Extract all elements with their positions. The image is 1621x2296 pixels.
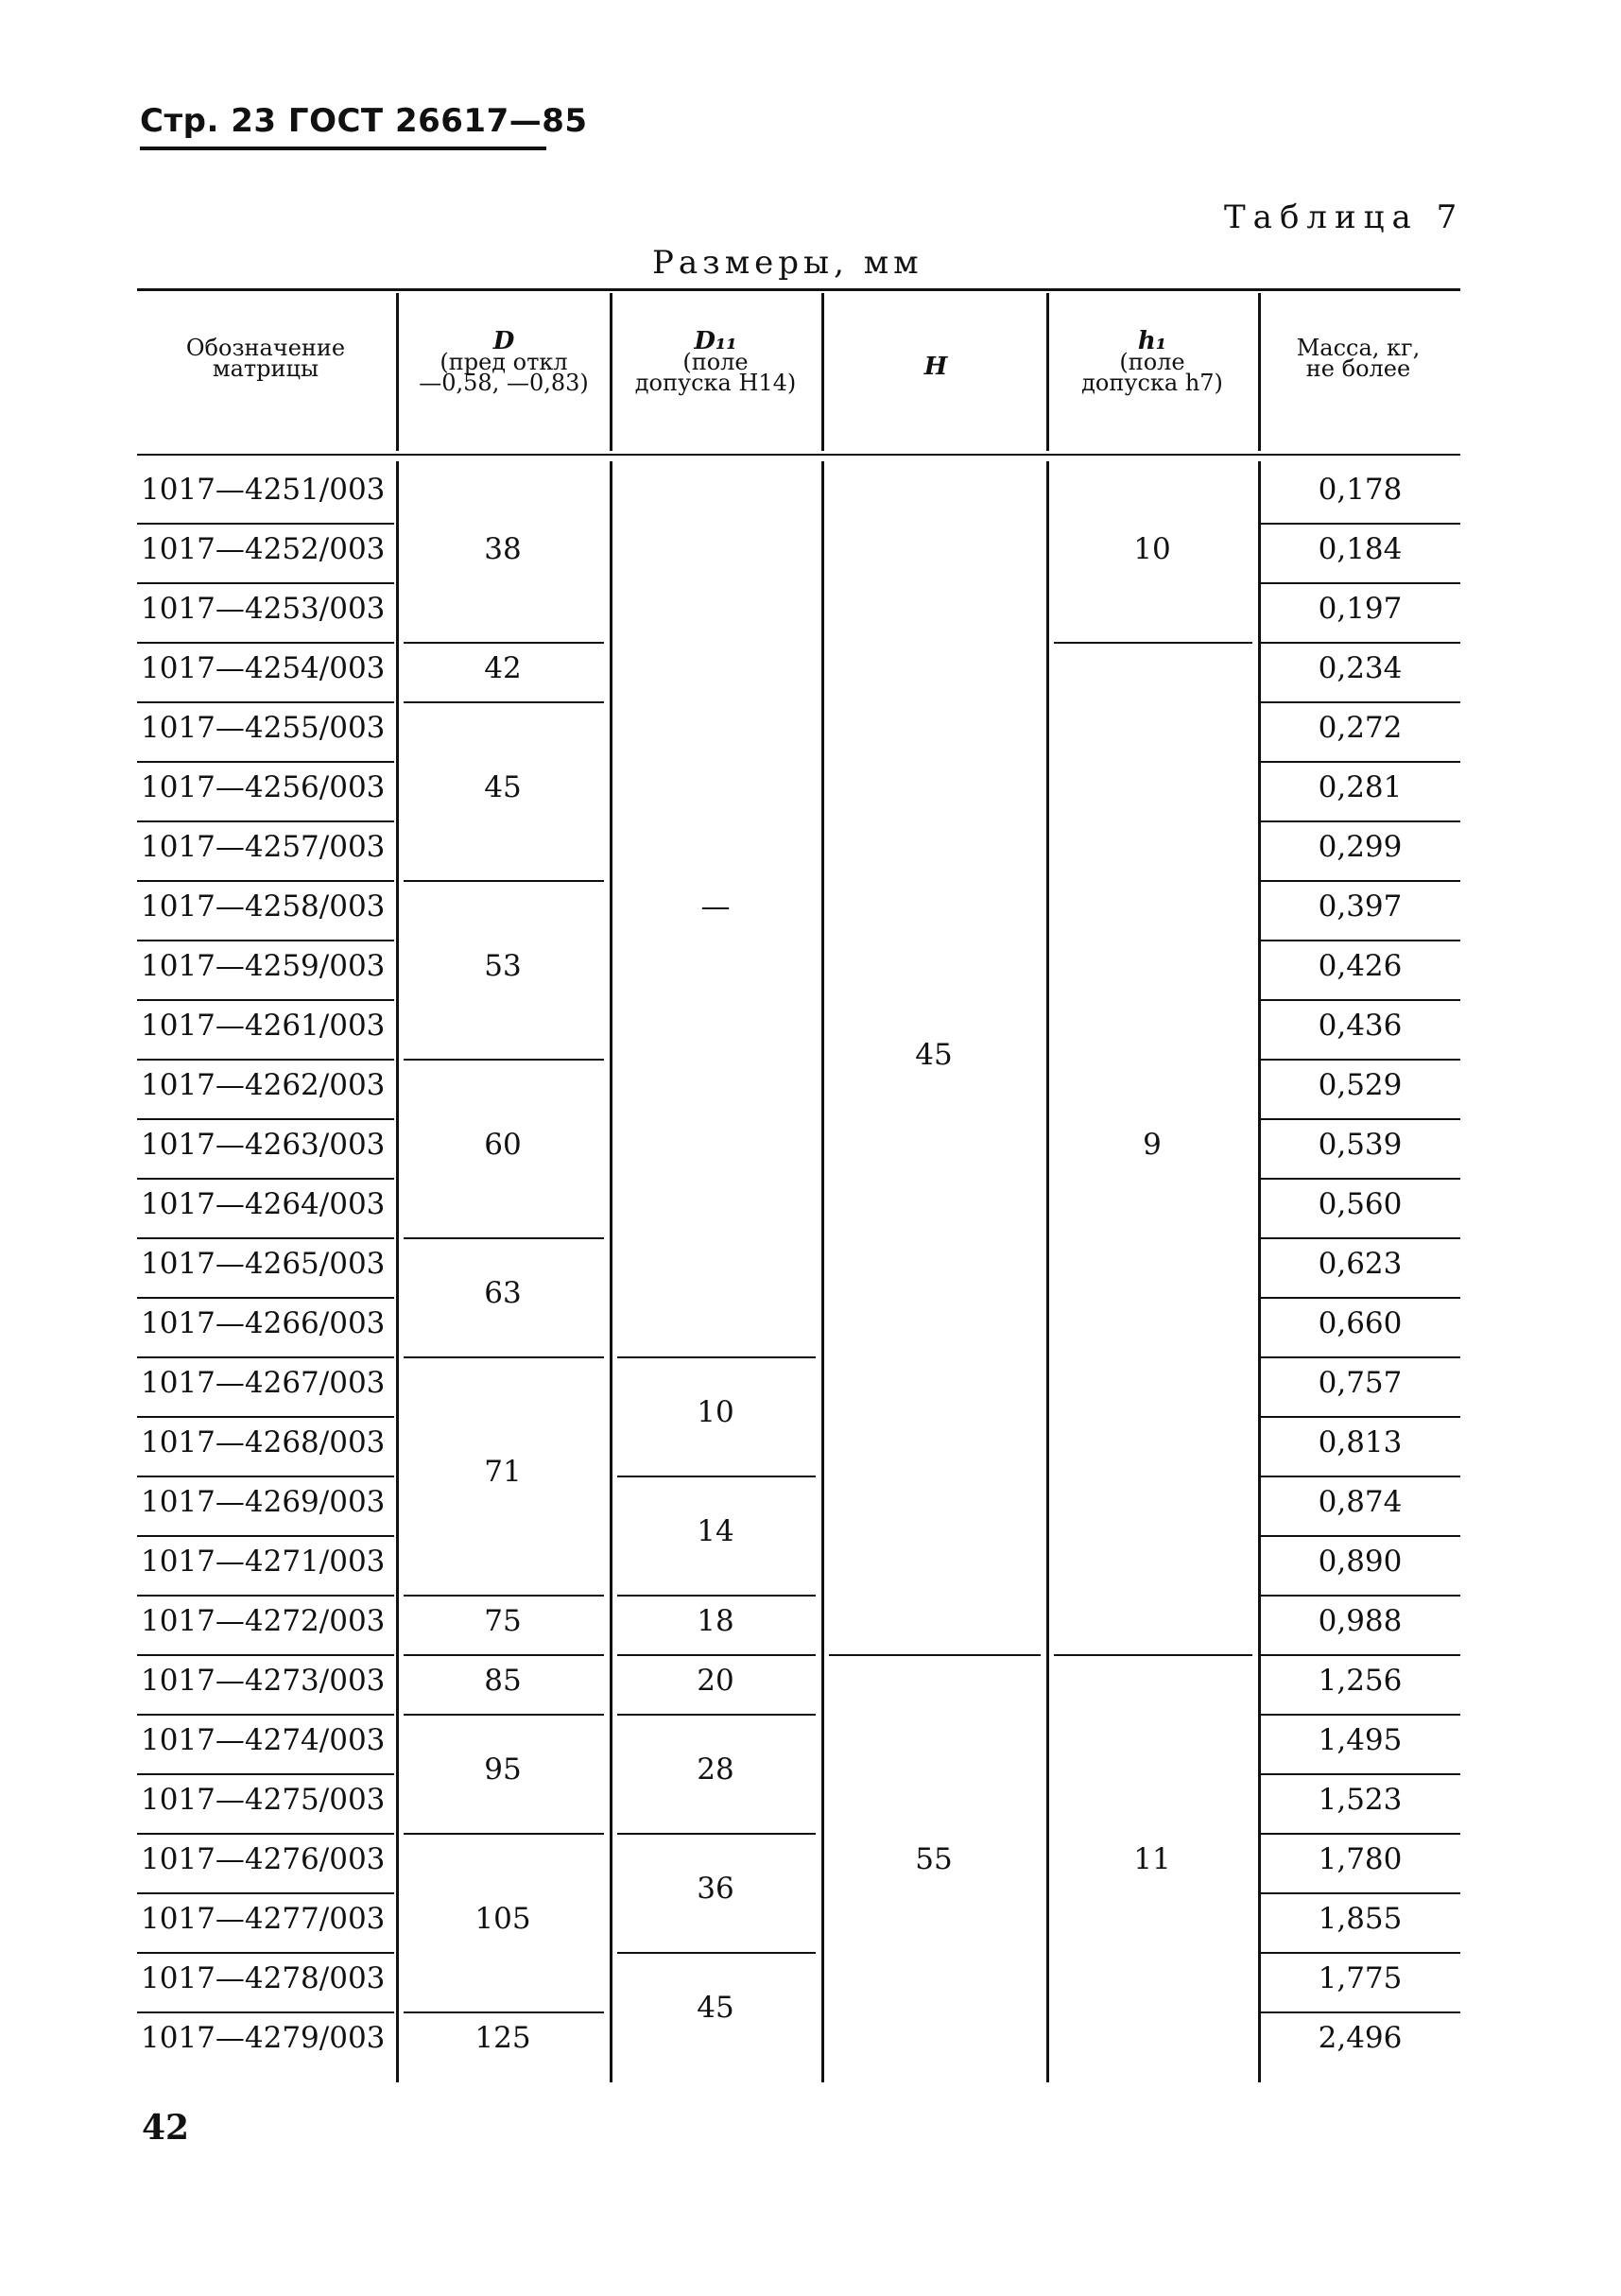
dimensions-table — [137, 288, 1460, 2127]
designation-row-rule — [137, 1059, 394, 1061]
D1-group-rule — [617, 1595, 816, 1597]
header-vline — [821, 293, 824, 451]
header-mass-line2: не более — [1305, 355, 1411, 382]
H-cell: 45 — [915, 1038, 953, 1072]
designation-cell: 1017—4253/003 — [141, 592, 386, 626]
designation-cell: 1017—4262/003 — [141, 1068, 386, 1102]
designation-row-rule — [137, 820, 394, 822]
mass-row-rule — [1260, 1476, 1460, 1477]
mass-row-rule — [1260, 1297, 1460, 1299]
D1-cell: 10 — [697, 1395, 734, 1429]
D-cell: 53 — [484, 948, 522, 983]
header-designation-line1: Обозначение — [185, 335, 346, 361]
D1-cell: 36 — [697, 1872, 734, 1906]
mass-row-rule — [1260, 761, 1460, 763]
designation-row-rule — [137, 1237, 394, 1239]
header-D-line3: —0,58, —0,83) — [419, 370, 589, 396]
D1-group-rule — [617, 1476, 816, 1477]
designation-row-rule — [137, 1714, 394, 1716]
mass-cell: 1,495 — [1318, 1723, 1403, 1757]
D-cell: 63 — [484, 1276, 522, 1310]
header-D1 — [612, 327, 819, 396]
designation-cell: 1017—4252/003 — [141, 532, 386, 566]
designation-cell: 1017—4255/003 — [141, 711, 386, 745]
D1-group-rule — [617, 1356, 816, 1358]
D1-cell: 20 — [697, 1663, 734, 1698]
D-group-rule — [404, 1714, 604, 1716]
designation-cell: 1017—4269/003 — [141, 1485, 386, 1519]
mass-cell: 0,272 — [1318, 711, 1403, 745]
mass-row-rule — [1260, 2011, 1460, 2013]
mass-row-rule — [1260, 1178, 1460, 1180]
designation-cell: 1017—4276/003 — [141, 1842, 386, 1876]
D-group-rule — [404, 1595, 604, 1597]
designation-row-rule — [137, 1178, 394, 1180]
mass-cell: 1,780 — [1318, 1842, 1403, 1876]
D-cell: 85 — [484, 1663, 522, 1698]
header-mass-line1: Масса, кг, — [1296, 335, 1421, 361]
header-designation — [137, 335, 394, 382]
units-caption: Размеры, мм — [652, 244, 923, 282]
mass-cell: 0,660 — [1318, 1306, 1403, 1340]
header-h1-symbol: h₁ — [1137, 327, 1167, 355]
D1-cell: 28 — [697, 1752, 734, 1787]
mass-cell: 2,496 — [1318, 2021, 1403, 2055]
mass-cell: 1,855 — [1318, 1902, 1403, 1936]
designation-cell: 1017—4258/003 — [141, 889, 386, 924]
designation-row-rule — [137, 1356, 394, 1358]
designation-cell: 1017—4259/003 — [141, 949, 386, 983]
designation-row-rule — [137, 701, 394, 703]
D-cell: 105 — [474, 1901, 531, 1936]
mass-row-rule — [1260, 1773, 1460, 1775]
designation-row-rule — [137, 880, 394, 882]
designation-row-rule — [137, 642, 394, 644]
body-vline — [396, 461, 399, 2082]
header-D-line2: (пред откл — [440, 349, 568, 375]
header-designation-line2: матрицы — [212, 355, 319, 382]
mass-row-rule — [1260, 880, 1460, 882]
body-vline — [610, 461, 612, 2082]
mass-row-rule — [1260, 1059, 1460, 1061]
mass-cell: 0,560 — [1318, 1187, 1403, 1221]
mass-cell: 0,623 — [1318, 1247, 1403, 1281]
D-group-rule — [404, 1833, 604, 1835]
designation-row-rule — [137, 1952, 394, 1954]
D1-cell: 18 — [697, 1603, 734, 1638]
D1-cell: 14 — [697, 1514, 734, 1548]
mass-cell: 0,178 — [1318, 473, 1403, 507]
D-group-rule — [404, 880, 604, 882]
mass-cell: 0,874 — [1318, 1485, 1403, 1519]
header-mass — [1264, 335, 1453, 382]
designation-cell: 1017—4266/003 — [141, 1306, 386, 1340]
D-cell: 60 — [484, 1127, 522, 1162]
mass-row-rule — [1260, 940, 1460, 941]
designation-row-rule — [137, 1118, 394, 1120]
designation-row-rule — [137, 940, 394, 941]
mass-cell: 0,397 — [1318, 889, 1403, 924]
mass-row-rule — [1260, 1237, 1460, 1239]
body-vline — [821, 461, 824, 2082]
mass-cell: 0,436 — [1318, 1009, 1403, 1043]
h1-group-rule — [1054, 1654, 1252, 1656]
D1-group-rule — [617, 1654, 816, 1656]
mass-cell: 0,299 — [1318, 830, 1403, 864]
designation-cell: 1017—4271/003 — [141, 1545, 386, 1579]
header-D-symbol: D — [492, 327, 515, 355]
mass-cell: 0,184 — [1318, 532, 1403, 566]
mass-row-rule — [1260, 1952, 1460, 1954]
header-vline — [396, 293, 399, 451]
designation-row-rule — [137, 761, 394, 763]
mass-row-rule — [1260, 820, 1460, 822]
mass-row-rule — [1260, 1595, 1460, 1597]
designation-cell: 1017—4273/003 — [141, 1664, 386, 1698]
D-group-rule — [404, 1059, 604, 1061]
D-cell: 75 — [484, 1603, 522, 1638]
designation-row-rule — [137, 1773, 394, 1775]
designation-cell: 1017—4254/003 — [141, 651, 386, 685]
header-D — [400, 327, 608, 396]
designation-cell: 1017—4263/003 — [141, 1128, 386, 1162]
header-vline — [610, 293, 612, 451]
designation-cell: 1017—4256/003 — [141, 770, 386, 804]
mass-cell: 0,890 — [1318, 1545, 1403, 1579]
D-cell: 45 — [484, 769, 522, 804]
D-group-rule — [404, 2011, 604, 2013]
mass-cell: 1,775 — [1318, 1961, 1403, 1995]
mass-row-rule — [1260, 642, 1460, 644]
designation-cell: 1017—4257/003 — [141, 830, 386, 864]
D1-group-rule — [617, 1833, 816, 1835]
header-H-symbol: H — [923, 353, 948, 381]
table-top-rule — [137, 288, 1460, 291]
designation-row-rule — [137, 999, 394, 1001]
designation-row-rule — [137, 1654, 394, 1656]
mass-row-rule — [1260, 1714, 1460, 1716]
header-bottom-rule — [137, 454, 1460, 456]
mass-row-rule — [1260, 1892, 1460, 1894]
mass-row-rule — [1260, 999, 1460, 1001]
header-vline — [1046, 293, 1049, 451]
mass-row-rule — [1260, 1356, 1460, 1358]
designation-cell: 1017—4264/003 — [141, 1187, 386, 1221]
designation-row-rule — [137, 1297, 394, 1299]
designation-row-rule — [137, 1595, 394, 1597]
h1-cell: 10 — [1133, 531, 1171, 566]
mass-row-rule — [1260, 1416, 1460, 1418]
header-h1-line3: допуска h7) — [1081, 370, 1223, 396]
mass-cell: 0,757 — [1318, 1366, 1403, 1400]
D-cell: 38 — [484, 531, 522, 566]
D-group-rule — [404, 1356, 604, 1358]
mass-cell: 0,988 — [1318, 1604, 1403, 1638]
mass-cell: 0,539 — [1318, 1128, 1403, 1162]
mass-row-rule — [1260, 1833, 1460, 1835]
designation-row-rule — [137, 1535, 394, 1537]
mass-cell: 0,281 — [1318, 770, 1403, 804]
mass-row-rule — [1260, 701, 1460, 703]
D-group-rule — [404, 1237, 604, 1239]
designation-cell: 1017—4251/003 — [141, 473, 386, 507]
designation-row-rule — [137, 582, 394, 584]
mass-cell: 0,426 — [1318, 949, 1403, 983]
designation-cell: 1017—4277/003 — [141, 1902, 386, 1936]
body-vline — [1046, 461, 1049, 2082]
h1-cell: 9 — [1143, 1127, 1162, 1162]
D-cell: 71 — [484, 1455, 522, 1489]
mass-cell: 0,813 — [1318, 1425, 1403, 1459]
designation-cell: 1017—4279/003 — [141, 2021, 386, 2055]
mass-cell: 0,529 — [1318, 1068, 1403, 1102]
designation-cell: 1017—4274/003 — [141, 1723, 386, 1757]
table-number: Таблица 7 — [1224, 199, 1465, 236]
D-cell: 42 — [484, 650, 522, 685]
mass-cell: 1,523 — [1318, 1783, 1403, 1817]
D1-group-rule — [617, 1952, 816, 1954]
mass-row-rule — [1260, 1654, 1460, 1656]
designation-cell: 1017—4265/003 — [141, 1247, 386, 1281]
designation-row-rule — [137, 1833, 394, 1835]
D1-cell: 45 — [697, 1991, 734, 2025]
D1-cell: — — [700, 889, 731, 924]
page-header: Стр. 23 ГОСТ 26617—85 — [140, 102, 588, 140]
designation-cell: 1017—4267/003 — [141, 1366, 386, 1400]
mass-row-rule — [1260, 1535, 1460, 1537]
designation-row-rule — [137, 1416, 394, 1418]
designation-cell: 1017—4261/003 — [141, 1009, 386, 1043]
header-vline — [1258, 293, 1261, 451]
designation-cell: 1017—4272/003 — [141, 1604, 386, 1638]
h1-group-rule — [1054, 642, 1252, 644]
designation-cell: 1017—4278/003 — [141, 1961, 386, 1995]
D-cell: 95 — [484, 1752, 522, 1787]
D-cell: 125 — [474, 2020, 531, 2055]
designation-row-rule — [137, 1476, 394, 1477]
header-H — [827, 353, 1044, 381]
designation-row-rule — [137, 1892, 394, 1894]
h1-cell: 11 — [1133, 1841, 1171, 1876]
designation-cell: 1017—4268/003 — [141, 1425, 386, 1459]
D-group-rule — [404, 1654, 604, 1656]
designation-cell: 1017—4275/003 — [141, 1783, 386, 1817]
D-group-rule — [404, 701, 604, 703]
page-number: 42 — [142, 2108, 190, 2148]
D-group-rule — [404, 642, 604, 644]
designation-row-rule — [137, 523, 394, 525]
header-h1-line2: (поле — [1119, 349, 1185, 375]
header-underline — [140, 147, 546, 150]
H-group-rule — [829, 1654, 1041, 1656]
header-D1-line3: допуска H14) — [634, 370, 797, 396]
D1-group-rule — [617, 1714, 816, 1716]
header-D1-symbol: D₁₁ — [694, 327, 737, 355]
header-h1 — [1049, 327, 1255, 396]
mass-cell: 0,197 — [1318, 592, 1403, 626]
mass-row-rule — [1260, 582, 1460, 584]
designation-row-rule — [137, 2011, 394, 2013]
mass-cell: 1,256 — [1318, 1664, 1403, 1698]
mass-row-rule — [1260, 523, 1460, 525]
mass-cell: 0,234 — [1318, 651, 1403, 685]
H-cell: 55 — [915, 1841, 953, 1876]
mass-row-rule — [1260, 1118, 1460, 1120]
header-D1-line2: (поле — [682, 349, 749, 375]
